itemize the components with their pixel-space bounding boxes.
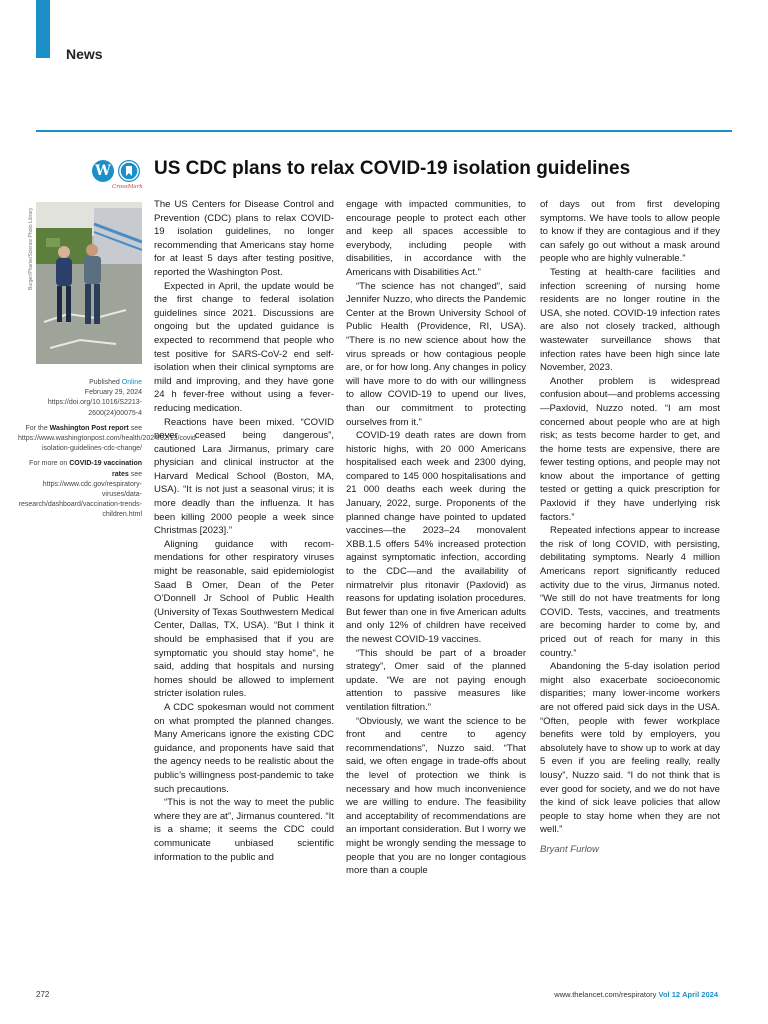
vax-link[interactable]: https://www.cdc.gov/respiratory-viruses/data-research/dashboard/vaccination-trends-children.html	[18, 480, 142, 519]
photo-credit: Burger/Phanie/Science Photo Library	[28, 207, 34, 290]
crossmark-glyph-icon	[118, 160, 140, 182]
vax-bold-label: COVID-19 vaccination rates	[69, 460, 142, 478]
published-online-link[interactable]: Online	[121, 379, 142, 386]
paragraph: “Obviously, we want the science to be front and centre to agency recommendations”, Nuzzo said. “That said, we often engage in trade-offs about the level of protection we think is necessary and how much inconvenience we are willing to endure. The feasibility and acceptability of recommendations are an important consideration. But I worry we might be wrongly sending the message to people that you are no longer contagious more than a couple	[346, 715, 526, 877]
paragraph: “This should be part of a broader strategy”, Omer said of the planned update. “We are not paying enough attention to passive measures like ventilation filtration.”	[346, 647, 526, 713]
section-color-bar	[36, 0, 50, 58]
paragraph: A CDC spokesman would not comment on what prompted the planned changes. Many Americans ignore the existing CDC guidance, and proponents have said that the agency needs to be realistic about the public’s willingness post-pandemic to take such precautions.	[154, 701, 334, 795]
article-column-3	[540, 198, 720, 857]
wp-suffix: see	[130, 424, 142, 432]
vax-suffix: see	[130, 470, 142, 478]
paragraph: of days out from first developing symptoms. We have tools to allow people to know if they are contagious and if they can safely go out without a mask around people who are highly vulnerable.”	[540, 199, 720, 265]
paragraph: Another problem is widespread confusion about—and problems accessing—Paxlovid, Nuzzo noted. “I am most concerned about people who are at high risk; as tests become harder to get, and the home tests are expensive, there are fewer testing options, and people may not know about the importance of getting tested or getting a quick prescription for Paxlovid if they have underlying risk factors.”	[540, 375, 720, 523]
washington-post-note	[18, 424, 199, 455]
section-label: News	[66, 46, 103, 62]
paragraph: “The science has not changed”, said Jennifer Nuzzo, who directs the Pandemic Center at the Brown University School of Public Health (Providence, RI, USA). “There is no new science about how the virus spreads or how contagious people are, or for how long. Any changes in policy will have more to do with our willingness to allow COVID-19 to upend our lives, than our commitment to protecting ourselves from it.”	[346, 280, 526, 428]
paragraph: “This is not the way to meet the public where they are at”, Jirmanus countered. “It is a shame; it seems the CDC could communicate unbiased scientific information to the public and	[154, 797, 334, 863]
crossmark-icon[interactable]	[118, 160, 140, 182]
published-date: February 29, 2024	[84, 389, 142, 397]
page-number: 272	[36, 990, 50, 999]
article-photo	[36, 202, 142, 364]
doi-link[interactable]: https://doi.org/10.1016/S2213-2600(24)00075-4	[47, 399, 142, 417]
published-prefix: Published	[89, 379, 120, 386]
journal-footer	[554, 990, 718, 999]
paragraph: Repeated infections appear to increase the risk of long COVID, with persisting, debilitating symptoms. Nearly 4 million Americans report significantly reduced activity due to the virus, Jirmanus noted. “We still do not have treatments for long COVID. Tests, vaccines, and treatments are becoming harder to come by, and priced out of reach for many in this country.”	[540, 525, 720, 659]
paragraph: engage with impacted communities, to encourage people to protect each other and keep all spaces accessible to everybody, including people with disabilities, in accordance with the Americans with Disabilities Act.”	[346, 199, 526, 278]
article-title: US CDC plans to relax COVID-19 isolation guidelines	[154, 158, 631, 179]
author-byline: Bryant Furlow	[540, 843, 599, 855]
sidenote	[18, 378, 199, 526]
paragraph: Expected in April, the update would be the first change to federal isolation guidelines since 2021. Discussions are ongoing but the updated guidance is expected to recommend that people who test positive for SARS-CoV-2 end self-isolation when their clinical symptoms are mild and improving, and they have gone 24 h fever-free without using a fever-reducing medication.	[154, 280, 334, 414]
article-column-1	[154, 198, 334, 864]
paragraph: Aligning guidance with recommendations for other respiratory viruses might be reasonable, said epidemiologist Saad B Omer, Dean of the Peter O’Donnell Jr School of Public Health (University of Texas Southwestern Medical Center, Dallas, TX, USA). “But I think it should be emphasised that if you are symptomatic you should stay home”, he said, adding that hospitals and nursing homes should be allowed to implement stricter isolation rules.	[154, 538, 334, 700]
published-line	[18, 378, 142, 419]
header-rule	[36, 130, 732, 132]
wp-bold-label: Washington Post report	[49, 424, 129, 432]
journal-url[interactable]: www.thelancet.com/respiratory	[554, 990, 657, 999]
article-column-2	[346, 198, 526, 878]
paragraph: COVID-19 death rates are down from historic highs, with 20 000 Americans hospitalised each week and 2300 dying, compared to 145 000 hospitalisations and 21 000 deaths each week during the January, 2022, surge. Proponents of the planned change have pointed to updated vaccines—the 2023–24 monovalent XBB.1.5 offers 54% increased protection against symptomatic infection, according to the CDC—and the availability of nirmatrelvir plus ritonavir (Paxlovid) as reasons for updating isolation procedures. But fewer than one in five American adults and only 12% of children have received the newest COVID-19 vaccines.	[346, 430, 526, 645]
open-access-logos	[92, 160, 142, 194]
open-access-icon: W	[92, 160, 114, 182]
paragraph: Reactions have been mixed. “COVID never ceased being dangerous”, cautioned Lara Jirmanus, primary care physician and clinical instructor at the Harvard Medical School (Boston, MA, USA). “It is not just a seasonal virus; it is more deadly than the influenza. It has been killing 2000 people a week since Christmas [2023].”	[154, 416, 334, 537]
paragraph: Testing at health-care facilities and infection screening of nursing home residents are no longer routine in the USA, she noted. COVID-19 infection rates are also not closely tracked, although wastewater surveillance shows that infection rates have been high since late November, 2023.	[540, 266, 720, 374]
paragraph: The US Centers for Disease Control and Prevention (CDC) plans to relax COVID-19 isolation guidelines, no longer recommending that Americans stay home for at least 5 days after testing positive, reported the Washington Post.	[154, 199, 334, 278]
paragraph: Abandoning the 5-day isolation period might also exacerbate socioeconomic disparities; many lower-income workers are not offered paid sick days in the USA. “Often, people with fewer workplace benefits were told by employers, you absolutely have to show up to work at day 5 even if you are feeling really, really lousy”, Nuzzo said. “I do not think that is ever good for society, and we do not have the kind of sick leave policies that allow people to stay home when they are not well.”	[540, 661, 720, 836]
wp-prefix: For the	[25, 424, 48, 432]
wp-link[interactable]: https://www.washingtonpost.com/health/2024/02/13/covid-isolation-guidelines-cdc-change/	[18, 435, 199, 453]
vax-prefix: For more on	[29, 460, 68, 468]
vaccination-note	[18, 459, 142, 520]
journal-date: April 2024	[682, 990, 718, 999]
crossmark-label: CrossMark	[112, 184, 143, 190]
journal-volume: Vol 12	[658, 990, 681, 999]
